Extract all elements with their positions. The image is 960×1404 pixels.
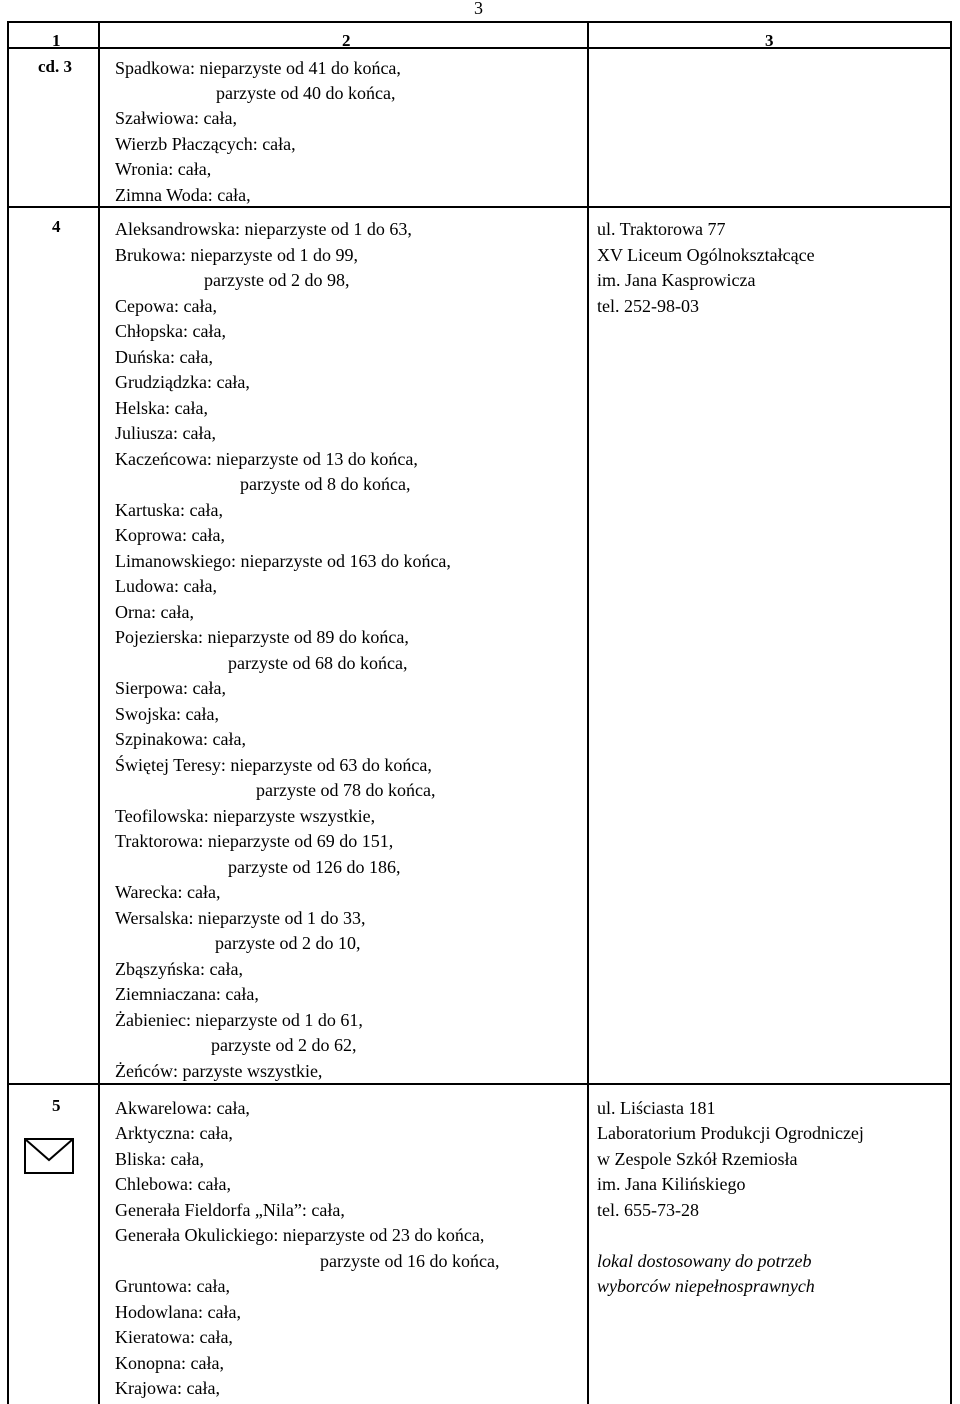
location-line: w Zespole Szkół Rzemiosła xyxy=(597,1149,798,1169)
street-line: parzyste od 2 do 10, xyxy=(215,933,361,953)
street-line: Grudziądzka: cała, xyxy=(115,372,250,392)
table-border-col3 xyxy=(587,21,589,1404)
street-line: Generała Fieldorfa „Nila”: cała, xyxy=(115,1200,345,1220)
envelope-icon xyxy=(24,1138,74,1174)
street-line: Orna: cała, xyxy=(115,602,194,622)
street-line: Konopna: cała, xyxy=(115,1353,224,1373)
row-number: 4 xyxy=(52,217,61,236)
accessibility-note: lokal dostosowany do potrzeb xyxy=(597,1251,812,1271)
street-line: parzyste od 126 do 186, xyxy=(228,857,401,877)
page-number: 3 xyxy=(474,0,483,18)
street-line: Helska: cała, xyxy=(115,398,208,418)
location-line: tel. 252-98-03 xyxy=(597,296,699,316)
street-line: Warecka: cała, xyxy=(115,882,221,902)
table-border-right xyxy=(950,21,952,1404)
street-line: parzyste od 40 do końca, xyxy=(216,83,396,103)
street-line: Sierpowa: cała, xyxy=(115,678,226,698)
street-line: Gruntowa: cała, xyxy=(115,1276,230,1296)
street-line: Akwarelowa: cała, xyxy=(115,1098,250,1118)
street-line: parzyste od 16 do końca, xyxy=(320,1251,500,1271)
street-line: Świętej Teresy: nieparzyste od 63 do końca, xyxy=(115,755,432,775)
location-line: Laboratorium Produkcji Ogrodniczej xyxy=(597,1123,864,1143)
table-border-col2 xyxy=(98,21,100,1404)
street-line: Chlebowa: cała, xyxy=(115,1174,231,1194)
street-line: Spadkowa: nieparzyste od 41 do końca, xyxy=(115,58,401,78)
street-line: Kartuska: cała, xyxy=(115,500,223,520)
street-line: parzyste od 2 do 98, xyxy=(204,270,350,290)
street-line: parzyste od 2 do 62, xyxy=(211,1035,357,1055)
column-header-location: 3 xyxy=(765,31,774,50)
street-line: parzyste od 78 do końca, xyxy=(256,780,436,800)
column-header-streets: 2 xyxy=(342,31,351,50)
street-line: Koprowa: cała, xyxy=(115,525,225,545)
street-line: Juliusza: cała, xyxy=(115,423,216,443)
street-line: Szpinakowa: cała, xyxy=(115,729,246,749)
street-line: Swojska: cała, xyxy=(115,704,219,724)
location-line: ul. Traktorowa 77 xyxy=(597,219,726,239)
street-line: Wronia: cała, xyxy=(115,159,212,179)
street-line: Ludowa: cała, xyxy=(115,576,217,596)
row-number: 5 xyxy=(52,1096,61,1115)
accessibility-note: wyborców niepełnosprawnych xyxy=(597,1276,815,1296)
street-line: Kaczeńcowa: nieparzyste od 13 do końca, xyxy=(115,449,418,469)
street-line: Żabieniec: nieparzyste od 1 do 61, xyxy=(115,1010,363,1030)
street-line: Zimna Woda: cała, xyxy=(115,185,251,205)
street-line: Brukowa: nieparzyste od 1 do 99, xyxy=(115,245,358,265)
table-border-left xyxy=(7,21,9,1404)
street-line: Limanowskiego: nieparzyste od 163 do końca, xyxy=(115,551,451,571)
street-line: Teofilowska: nieparzyste wszystkie, xyxy=(115,806,376,826)
table-border-top xyxy=(7,21,952,23)
header-divider xyxy=(7,47,952,49)
location-line: ul. Liściasta 181 xyxy=(597,1098,716,1118)
street-line: Traktorowa: nieparzyste od 69 do 151, xyxy=(115,831,394,851)
street-line: Arktyczna: cała, xyxy=(115,1123,233,1143)
street-line: Chłopska: cała, xyxy=(115,321,226,341)
street-line: Duńska: cała, xyxy=(115,347,213,367)
location-line: im. Jana Kilińskiego xyxy=(597,1174,746,1194)
street-line: Zbąszyńska: cała, xyxy=(115,959,243,979)
location-line: tel. 655-73-28 xyxy=(597,1200,699,1220)
street-line: Wersalska: nieparzyste od 1 do 33, xyxy=(115,908,366,928)
street-line: Pojezierska: nieparzyste od 89 do końca, xyxy=(115,627,409,647)
street-line: Kieratowa: cała, xyxy=(115,1327,233,1347)
street-line: Wierzb Płaczących: cała, xyxy=(115,134,296,154)
street-line: Generała Okulickiego: nieparzyste od 23 do końca, xyxy=(115,1225,485,1245)
street-line: Ziemniaczana: cała, xyxy=(115,984,259,1004)
street-line: Hodowlana: cała, xyxy=(115,1302,241,1322)
street-line: Szałwiowa: cała, xyxy=(115,108,237,128)
street-line: Cepowa: cała, xyxy=(115,296,217,316)
street-line: parzyste od 68 do końca, xyxy=(228,653,408,673)
street-line: Krajowa: cała, xyxy=(115,1378,220,1398)
location-line: im. Jana Kasprowicza xyxy=(597,270,756,290)
street-line: Aleksandrowska: nieparzyste od 1 do 63, xyxy=(115,219,412,239)
column-header-number: 1 xyxy=(52,31,61,50)
street-line: Bliska: cała, xyxy=(115,1149,204,1169)
street-line: Żeńców: parzyste wszystkie, xyxy=(115,1061,323,1081)
row-number: cd. 3 xyxy=(38,57,72,76)
location-line: XV Liceum Ogólnokształcące xyxy=(597,245,815,265)
street-line: parzyste od 8 do końca, xyxy=(240,474,411,494)
